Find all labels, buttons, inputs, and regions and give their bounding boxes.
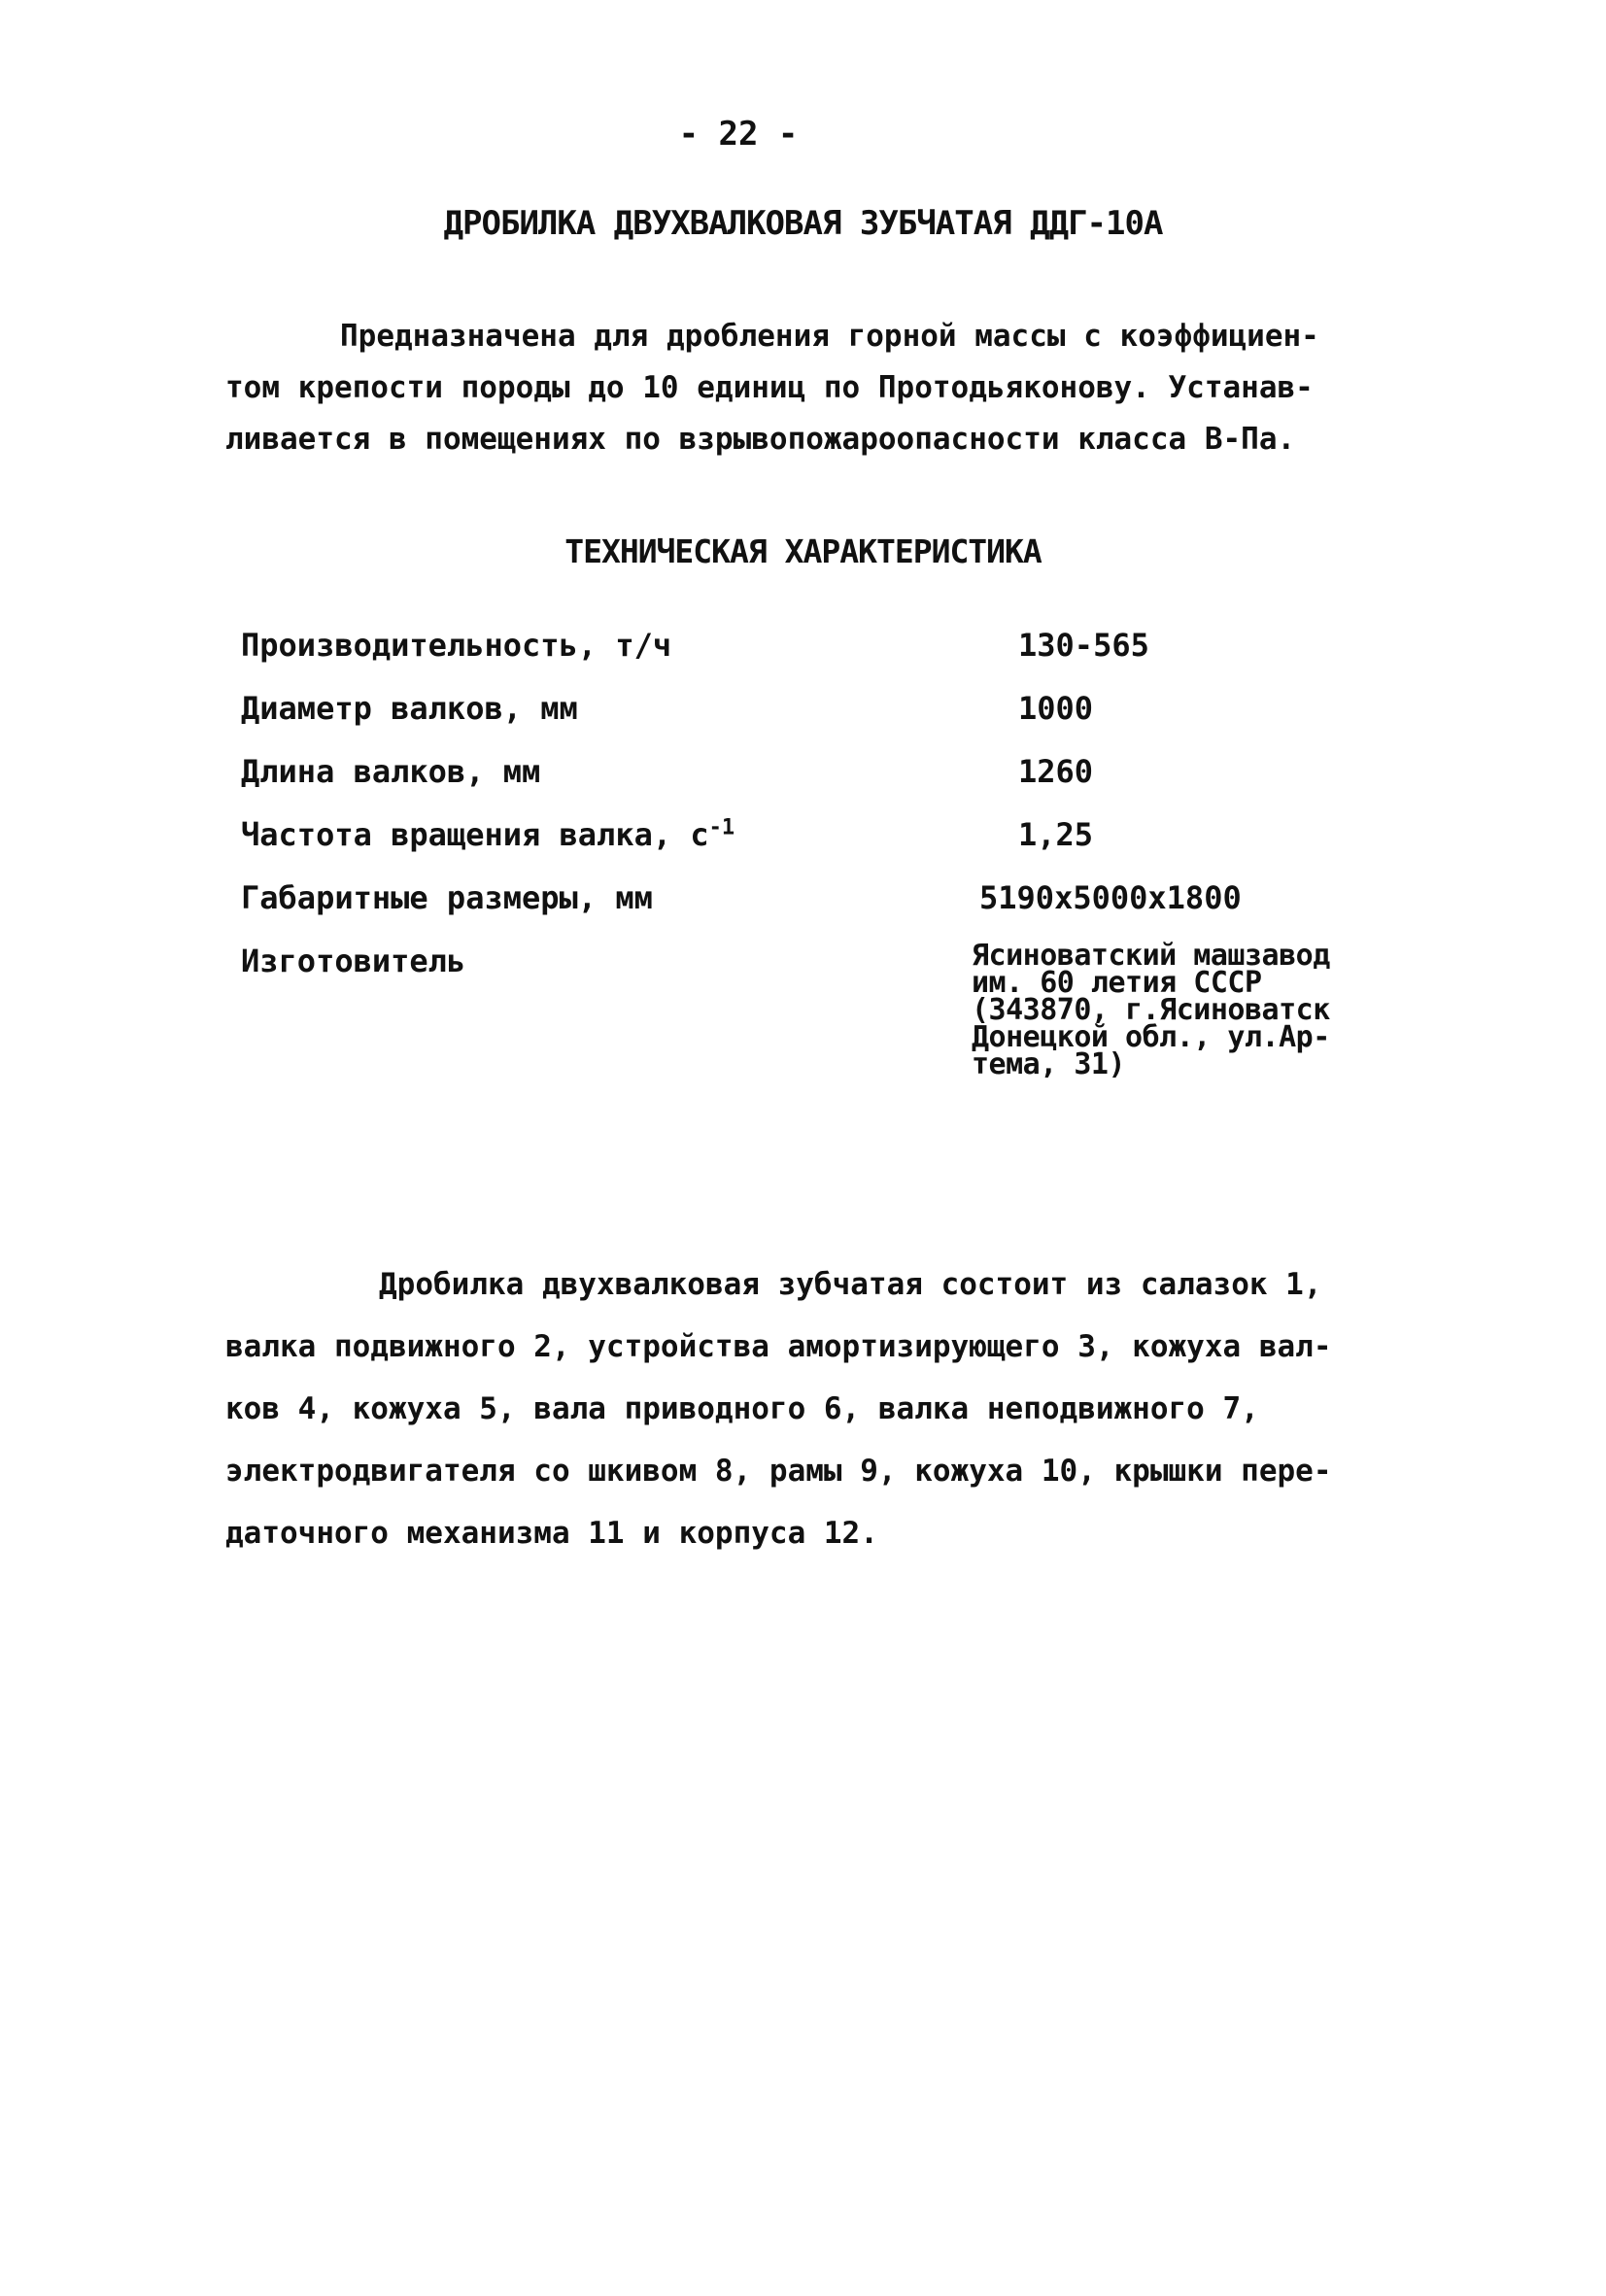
spec-row	[241, 816, 1407, 879]
spec-param	[241, 816, 735, 853]
spec-param-superscript: -1	[708, 815, 735, 840]
spec-param: Длина валков, мм	[241, 753, 541, 790]
spec-row-manufacturer	[241, 939, 1407, 1081]
spec-row	[241, 690, 1407, 753]
spec-param-text: Частота вращения валка, с	[241, 816, 709, 853]
spec-value: 1260	[1018, 753, 1094, 790]
spec-table	[241, 627, 1407, 1081]
description-paragraph	[225, 1253, 1420, 1564]
specs-title: ТЕХНИЧЕСКАЯ ХАРАКТЕРИСТИКА	[564, 532, 1042, 570]
spec-value: 1000	[1018, 690, 1094, 727]
intro-paragraph	[225, 311, 1411, 465]
manufacturer-line: тема, 31)	[972, 1047, 1126, 1081]
manufacturer-line: Донецкой обл., ул.Ар-	[972, 1020, 1330, 1054]
manufacturer-line: (343870, г.Ясиноватск	[972, 993, 1330, 1027]
spec-row	[241, 627, 1407, 690]
spec-value: 1,25	[1018, 816, 1094, 853]
spec-param: Габаритные размеры, мм	[241, 879, 653, 916]
manufacturer-line: им. 60 летия СССР	[972, 966, 1262, 1000]
description-line: электродвигателя со шкивом 8, рамы 9, кожуха 10, крышки пере-	[225, 1454, 1332, 1489]
intro-line: ливается в помещениях по взрывопожароопасности класса В-Па.	[225, 422, 1296, 457]
manufacturer-value	[972, 939, 1418, 1081]
description-line: Дробилка двухвалковая зубчатая состоит из салазок 1,	[379, 1267, 1322, 1302]
page-number: - 22 -	[678, 115, 799, 154]
document-title: ДРОБИЛКА ДВУХВАЛКОВАЯ ЗУБЧАТАЯ ДДГ-10А	[443, 204, 1163, 243]
spec-param: Изготовитель	[241, 942, 466, 979]
manufacturer-line: Ясиноватский машзавод	[972, 939, 1330, 973]
description-line: даточного механизма 11 и корпуса 12.	[225, 1516, 878, 1551]
spec-value: 130-565	[1018, 627, 1149, 664]
description-line: ков 4, кожуха 5, вала приводного 6, валка неподвижного 7,	[225, 1391, 1259, 1426]
spec-param: Диаметр валков, мм	[241, 690, 578, 727]
intro-line: том крепости породы до 10 единиц по Протодьяконову. Устанав-	[225, 370, 1314, 405]
spec-row	[241, 879, 1407, 942]
spec-param: Производительность, т/ч	[241, 627, 672, 664]
intro-line: Предназначена для дробления горной массы с коэффициен-	[340, 319, 1319, 354]
spec-row	[241, 753, 1407, 816]
description-line: валка подвижного 2, устройства амортизирующего 3, кожуха вал-	[225, 1329, 1332, 1364]
spec-value: 5190х5000х1800	[979, 879, 1242, 916]
